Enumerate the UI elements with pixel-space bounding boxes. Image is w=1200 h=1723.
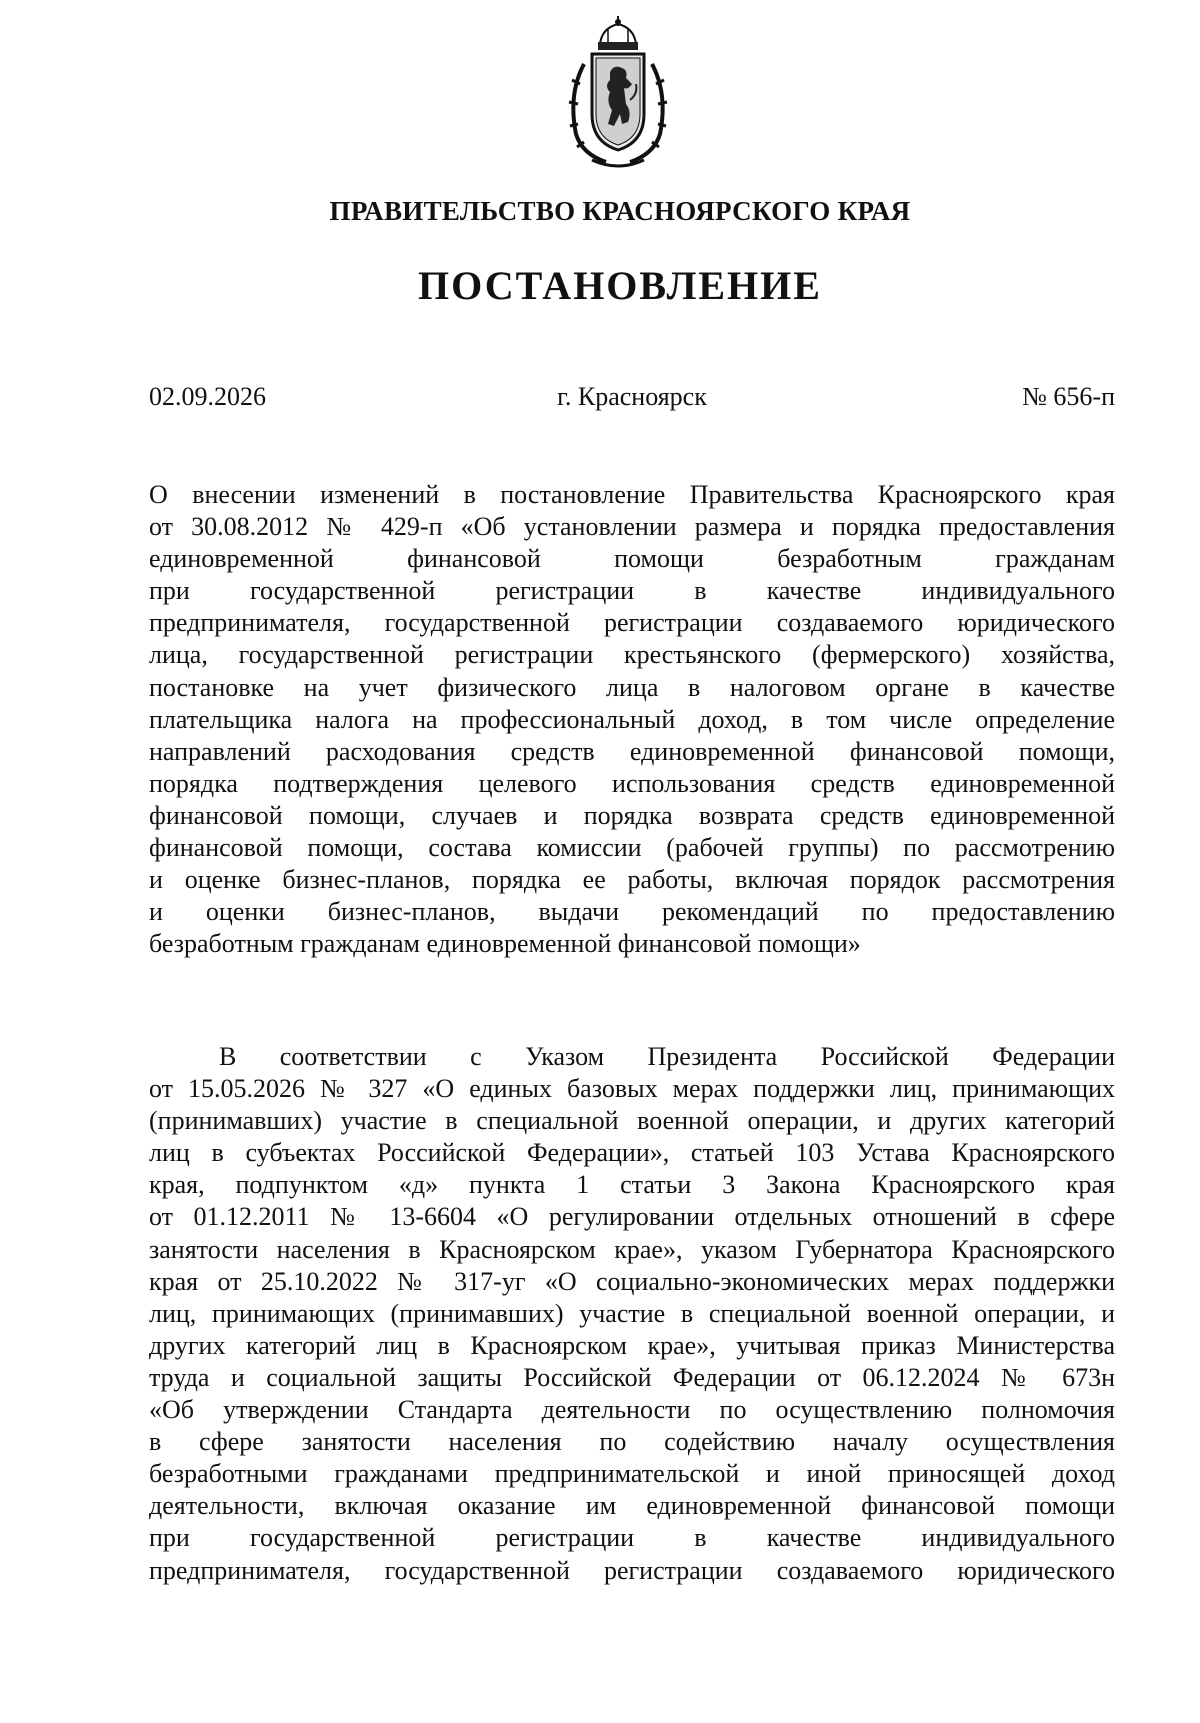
document-title xyxy=(149,479,1115,960)
document-meta xyxy=(149,382,1115,416)
document-date: 02.09.2026 xyxy=(149,382,266,411)
title-line: безработным гражданам единовременной финансовой помощи» xyxy=(149,929,861,959)
title-line: и оценке бизнес-планов, порядка ее работы, включая порядок рассмотрения xyxy=(149,865,1115,895)
body-line: труда и социальной защиты Российской Федерации от 06.12.2024 № 673н xyxy=(149,1362,1115,1392)
title-line: постановке на учет физического лица в налоговом органе в качестве xyxy=(149,672,1115,702)
body-line: В соответствии с Указом Президента Российской Федерации xyxy=(219,1042,1115,1071)
document-city: г. Красноярск xyxy=(557,382,707,411)
title-line: и оценки бизнес-планов, выдачи рекомендаций по предоставлению xyxy=(149,897,1115,927)
body-line: края, подпунктом «д» пункта 1 статьи 3 Закона Красноярского края xyxy=(149,1170,1115,1200)
body-line: края от 25.10.2022 № 317-уг «О социально-экономических мерах поддержки xyxy=(149,1266,1115,1296)
document-body xyxy=(149,1041,1115,1587)
document-type: ПОСТАНОВЛЕНИЕ xyxy=(418,263,822,308)
body-line: безработными гражданами предпринимательской и иной приносящей доход xyxy=(149,1459,1115,1489)
title-line: финансовой помощи, состава комиссии (рабочей группы) по рассмотрению xyxy=(149,833,1115,863)
title-line: плательщика налога на профессиональный доход, в том числе определение xyxy=(149,704,1115,734)
title-line: единовременной финансовой помощи безработным гражданам xyxy=(149,544,1115,574)
title-line: финансовой помощи, случаев и порядка возврата средств единовременной xyxy=(149,800,1115,830)
title-line: лица, государственной регистрации крестьянского (фермерского) хозяйства, xyxy=(149,640,1115,670)
title-line: направлений расходования средств единовременной финансовой помощи, xyxy=(149,736,1115,766)
body-line: занятости населения в Красноярском крае», указом Губернатора Красноярского xyxy=(149,1234,1115,1264)
body-line: от 15.05.2026 № 327 «О единых базовых мерах поддержки лиц, принимающих xyxy=(149,1074,1115,1104)
title-line: О внесении изменений в постановление Правительства Красноярского края xyxy=(149,480,1115,509)
document-number: № 656-п xyxy=(1022,382,1115,411)
title-line: от 30.08.2012 № 429-п «Об установлении размера и порядка предоставления xyxy=(149,512,1115,542)
body-line: предпринимателя, государственной регистрации создаваемого юридического xyxy=(149,1555,1115,1585)
body-line: других категорий лиц в Красноярском крае», учитывая приказ Министерства xyxy=(149,1330,1115,1360)
title-line: предпринимателя, государственной регистрации создаваемого юридического xyxy=(149,608,1115,638)
body-line: деятельности, включая оказание им единовременной финансовой помощи xyxy=(149,1491,1115,1521)
body-line: «Об утверждении Стандарта деятельности по осуществлению полномочия xyxy=(149,1395,1115,1425)
title-line: при государственной регистрации в качестве индивидуального xyxy=(149,576,1115,606)
body-line: в сфере занятости населения по содействию началу осуществления xyxy=(149,1427,1115,1457)
title-line: порядка подтверждения целевого использования средств единовременной xyxy=(149,768,1115,798)
body-line: при государственной регистрации в качестве индивидуального xyxy=(149,1523,1115,1553)
krasnoyarsk-coat-of-arms-icon xyxy=(562,14,674,174)
body-line: лиц в субъектах Российской Федерации», статьей 103 Устава Красноярского xyxy=(149,1138,1115,1168)
body-line: лиц, принимающих (принимавших) участие в специальной военной операции, и xyxy=(149,1298,1115,1328)
organization-name: ПРАВИТЕЛЬСТВО КРАСНОЯРСКОГО КРАЯ xyxy=(329,196,911,226)
body-line: (принимавших) участие в специальной военной операции, и других категорий xyxy=(149,1106,1115,1136)
body-line: от 01.12.2011 № 13-6604 «О регулировании отдельных отношений в сфере xyxy=(149,1202,1115,1232)
